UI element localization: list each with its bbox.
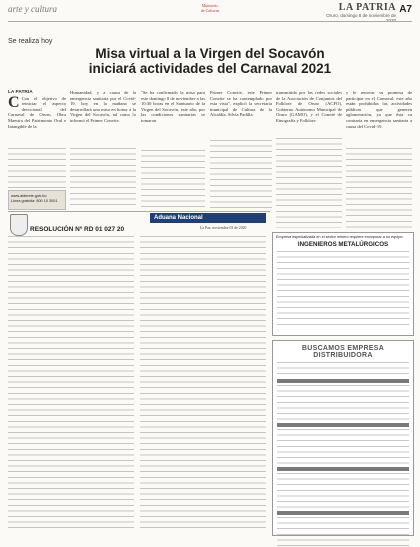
issue-date: Oruro, domingo 8 de noviembre de	[326, 13, 396, 18]
ministry-line1: Ministerio	[201, 3, 219, 8]
col2-body	[70, 148, 136, 208]
ministry-logo	[190, 3, 230, 13]
ad-section-bar	[277, 511, 409, 515]
job-ad	[272, 232, 414, 336]
col5-text: transmitida por las redes sociales de la Asociación de Conjuntos del Folklore de Oruro (ACFO), Gobierno Autónomo Municipal de Oruro (GAMO), y el Comité de Etnografía y Folklore.	[276, 90, 342, 123]
col3-body	[141, 150, 205, 208]
promo-phone: Línea gratuita: 800 10 3001	[11, 199, 58, 203]
aduana-label: Aduana Nacional	[154, 215, 203, 221]
article-col-6	[346, 90, 412, 129]
ad-section-body-4	[277, 517, 409, 547]
job-ad-body	[277, 251, 409, 325]
col6-text: y fe renovar su promesa de participar en el Carnaval; este año están prohibidas las actividades públicas que generen aglomeración, ya que ésta va contraria en emergencia sanitaria a causa del Covid-19.	[346, 90, 412, 129]
ad-section-bar	[277, 379, 409, 383]
article-col-5	[276, 90, 342, 124]
job-ad-title: INGENIEROS METALÚRGICOS	[297, 241, 389, 248]
col1-text: Con el objetivo de reiniciar el aspecto devocional del Carnaval de Oruro, Obra Maestra del Patrimonio Oral e Intangible de la	[8, 95, 66, 129]
distributor-ad-title: BUSCAMOS EMPRESA DISTRIBUIDORA	[301, 345, 385, 359]
ad-section-bar	[277, 467, 409, 471]
col4-body	[210, 140, 272, 208]
promo-strip	[8, 190, 66, 210]
job-ad-intro: Empresa especializada en el sector minero requiere incorporar a su equipo:	[276, 235, 404, 239]
col4-text: Primer Convite, este Primer Convite se ha contemplado por esta vista", explicó la secretaria municipal de Cultura de la Alcaldía, Silvia Padilla.	[210, 90, 272, 118]
article-col-4	[210, 90, 272, 118]
ad-section-body-1	[277, 385, 409, 421]
coat-of-arms-icon	[10, 214, 28, 236]
article-col-3	[141, 90, 205, 124]
headline-line2: iniciará actividades del Carnaval 2021	[88, 61, 332, 76]
ad-section-body-3	[277, 473, 409, 509]
ministry-line2: de Culturas	[200, 8, 220, 13]
newspaper-name: LA PATRIA	[338, 2, 396, 13]
col5-body	[276, 138, 342, 228]
col2-text: Humanidad, y a causa de la emergencia sanitaria por el Covid-19, hoy en la mañana se desarrollará una misa en honor a la Virgen del Socavón, tal como lo informó el Primer Convite.	[70, 90, 136, 123]
aduana-logo	[150, 213, 266, 223]
article-kicker: Se realiza hoy	[8, 38, 53, 45]
masthead	[322, 2, 412, 23]
resolution-col-2	[140, 236, 266, 532]
resolution-col-1	[8, 236, 134, 532]
col1-body	[8, 148, 66, 188]
promo-url: www.alderete.gob.bo	[11, 194, 47, 198]
ad-section-body-2	[277, 429, 409, 465]
resolution-rule	[8, 211, 270, 212]
article-headline	[8, 46, 412, 76]
col6-body	[346, 148, 412, 228]
distributor-ad	[272, 340, 414, 536]
section-label: arte y cultura	[8, 4, 57, 14]
headline-line1: Misa virtual a la Virgen del Socavón	[95, 46, 325, 61]
drop-cap: C	[8, 93, 20, 111]
article-source: LA PATRIA	[8, 90, 33, 95]
resolution-title: RESOLUCIÓN Nº RD 01 027 20	[30, 226, 125, 233]
header-rule	[8, 21, 412, 22]
ad-section-bar	[277, 423, 409, 427]
col3-text: "Se ha confirmado la misa para este domingo 8 de noviembre a las 10:30 horas en el Santuario de la Virgen del Socavón, este año, por las condiciones sanitarias se tomaron	[141, 90, 205, 123]
page-number: A7	[399, 4, 412, 15]
article-col-2	[70, 90, 136, 124]
distributor-ad-intro	[277, 362, 409, 376]
resolution-date: La Paz, noviembre 03 de 2020	[200, 226, 247, 230]
article-col-1	[8, 90, 66, 129]
